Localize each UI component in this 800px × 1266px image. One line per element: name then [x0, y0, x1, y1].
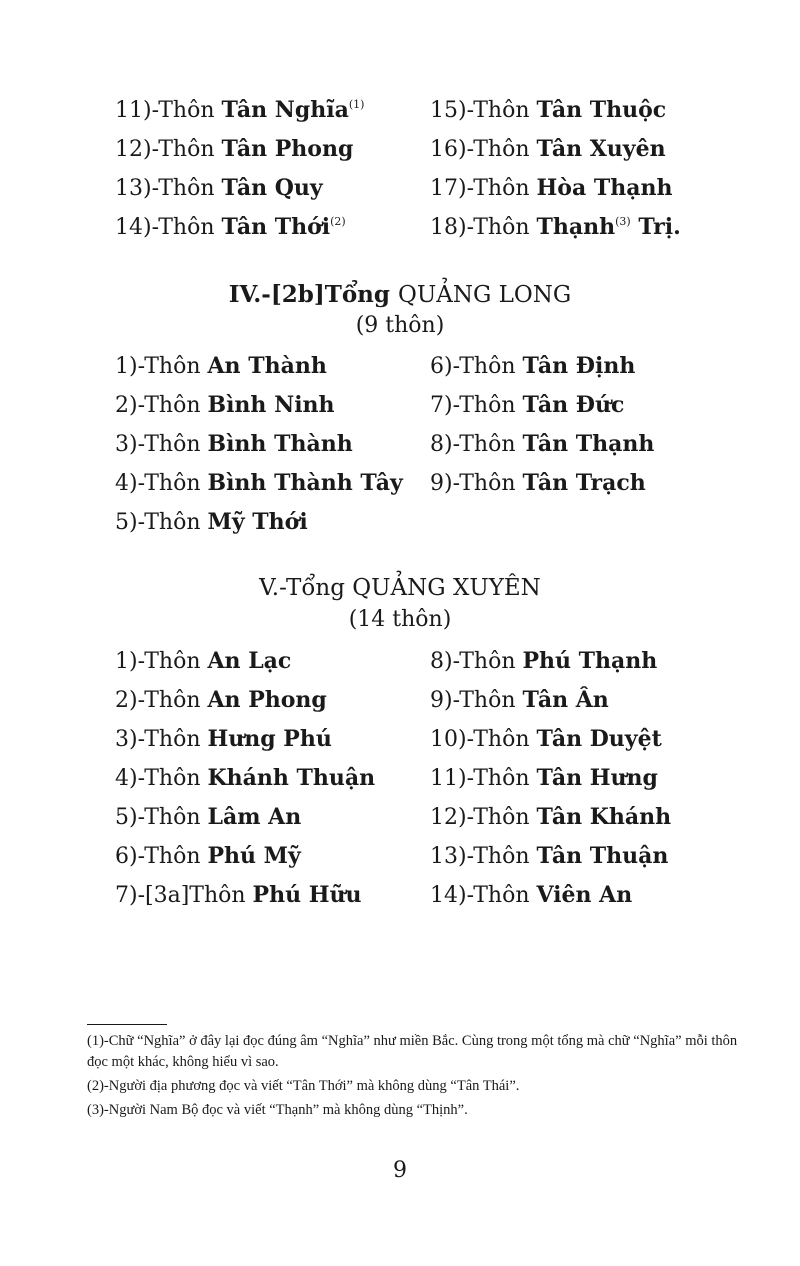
- list-item: 2)-Thôn Bình Ninh: [115, 392, 335, 418]
- list-item: 15)-Thôn Tân Thuộc: [430, 97, 667, 123]
- section-count: (14 thôn): [348, 607, 452, 632]
- list-item: 3)-Thôn Hưng Phú: [115, 726, 332, 752]
- list-item: 1)-Thôn An Lạc: [115, 648, 292, 674]
- list-item: 18)-Thôn Thạnh$^{(3)}$ Trị.: [430, 214, 681, 240]
- list-item: 13)-Thôn Tân Quy: [115, 175, 323, 201]
- list-item: 10)-Thôn Tân Duyệt: [430, 726, 662, 752]
- list-item: 14)-Thôn Viên An: [430, 882, 633, 908]
- list-item: 9)-Thôn Tân Trạch: [430, 470, 646, 496]
- list-item: 12)-Thôn Tân Phong: [115, 136, 354, 162]
- page-number: 9: [393, 1158, 407, 1183]
- list-item: 11)-Thôn Tân Nghĩa$^{(1)}$: [115, 97, 365, 123]
- list-item: 14)-Thôn Tân Thới$^{(2)}$: [115, 214, 346, 240]
- list-item: 12)-Thôn Tân Khánh: [430, 804, 672, 830]
- list-item: 8)-Thôn Tân Thạnh: [430, 431, 655, 457]
- list-item: 16)-Thôn Tân Xuyên: [430, 136, 666, 162]
- section-count: (9 thôn): [355, 313, 445, 338]
- list-item: 5)-Thôn Mỹ Thới: [115, 509, 308, 535]
- list-item: 7)-[3a]Thôn Phú Hữu: [115, 882, 362, 908]
- section-heading: IV.-[2b]Tổng QUẢNG LONG: [228, 281, 572, 308]
- list-item: 13)-Thôn Tân Thuận: [430, 843, 669, 869]
- list-item: 11)-Thôn Tân Hưng: [430, 765, 658, 791]
- list-item: 17)-Thôn Hòa Thạnh: [430, 175, 673, 201]
- list-item: 4)-Thôn Khánh Thuận: [115, 765, 376, 791]
- footnote-divider: [87, 1024, 167, 1025]
- list-item: 3)-Thôn Bình Thành: [115, 431, 353, 457]
- list-item: 6)-Thôn Phú Mỹ: [115, 843, 301, 869]
- list-item: 2)-Thôn An Phong: [115, 687, 327, 713]
- section-heading: V.-Tổng QUẢNG XUYÊN: [259, 575, 541, 601]
- list-item: 6)-Thôn Tân Định: [430, 353, 636, 379]
- list-item: 8)-Thôn Phú Thạnh: [430, 648, 658, 674]
- list-item: 1)-Thôn An Thành: [115, 353, 327, 379]
- footnote: (3)-Người Nam Bộ đọc và viết “Thạnh” mà không dùng “Thịnh”.: [87, 1102, 468, 1118]
- list-item: 4)-Thôn Bình Thành Tây: [115, 470, 403, 496]
- list-item: 7)-Thôn Tân Đức: [430, 392, 625, 418]
- footnote: (1)-Chữ “Nghĩa” ở đây lại đọc đúng âm “Nghĩa” như miền Bắc. Cùng trong một tổng mà chữ “Nghĩa” mỗi thôn đọc một khác, không hiểu vì sao.: [87, 1033, 738, 1070]
- list-item: 9)-Thôn Tân Ân: [430, 687, 609, 713]
- footnote: (2)-Người địa phương đọc và viết “Tân Thới” mà không dùng “Tân Thái”.: [87, 1078, 520, 1094]
- list-item: 5)-Thôn Lâm An: [115, 804, 302, 830]
